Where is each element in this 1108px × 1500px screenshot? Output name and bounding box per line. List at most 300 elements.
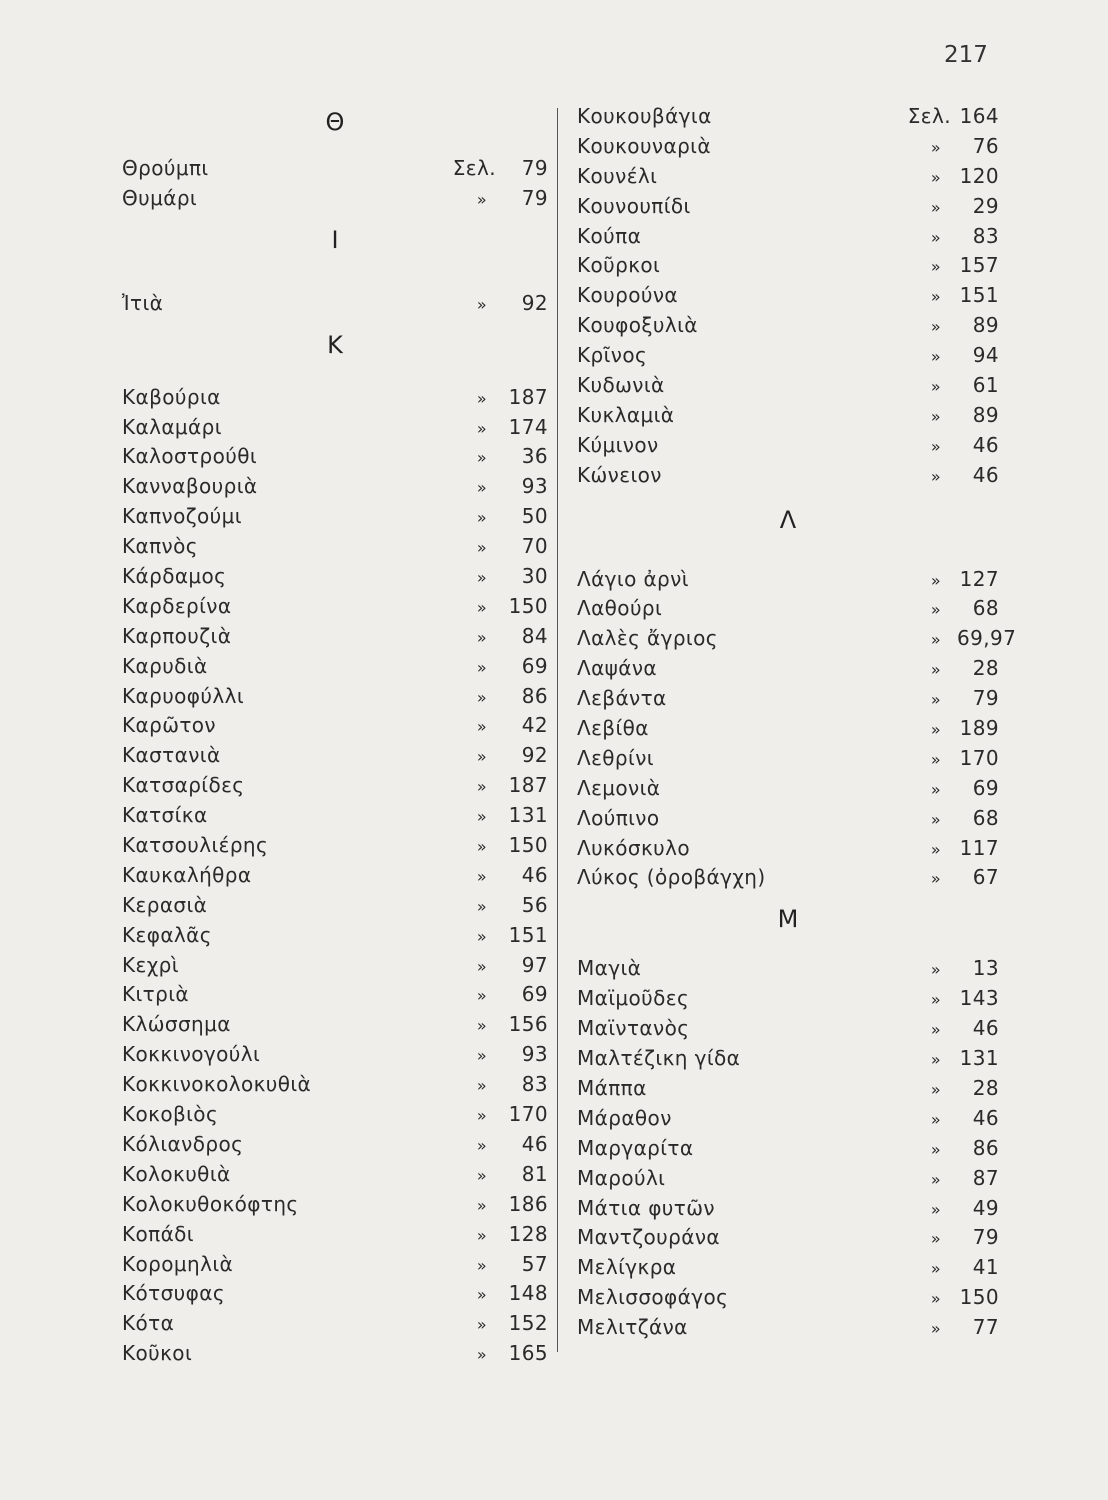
page-number-ref: 170 [508,1102,548,1127]
entry-term: Κότα [122,1311,175,1336]
page-number-ref: 28 [972,1075,999,1100]
ditto-mark: » [930,406,942,426]
ditto-mark: » [476,627,488,647]
page-number-ref: 69 [972,775,999,800]
page-number-ref: 148 [508,1281,548,1306]
index-entry [122,1072,548,1102]
entry-term: Μάτια φυτῶν [577,1195,715,1220]
entry-page-reference [462,291,548,315]
page-number-ref: 174 [508,414,548,439]
page-number-ref: 92 [521,743,548,768]
entry-term: Μαϊντανὸς [577,1016,690,1041]
page-number: 217 [944,42,988,68]
index-entry [122,1222,548,1252]
entry-page-reference [462,1252,548,1276]
ditto-mark: » [930,1259,942,1279]
ditto-mark: » [476,294,488,314]
index-entry [577,656,999,686]
entry-page-reference [453,156,548,180]
page-number-ref: 170 [959,745,999,770]
column-divider [557,108,558,1352]
ditto-mark: Σελ. [907,104,951,128]
ditto-mark: » [930,1109,942,1129]
entry-term: Λύκος (ὀροβάγχη) [577,865,766,890]
index-entry [577,403,999,433]
entry-term: Λεμονιὰ [577,775,661,800]
entry-term: Μάππα [577,1075,647,1100]
page-number-ref: 156 [508,1012,548,1037]
ditto-mark: » [476,807,488,827]
entry-term: Μελίγκρα [577,1255,677,1280]
entry-page-reference [462,564,548,588]
page-number-ref: 151 [959,283,999,308]
index-entry [122,186,548,216]
ditto-mark: » [930,839,942,859]
ditto-mark: » [476,478,488,498]
ditto-mark: » [930,570,942,590]
entry-page-reference [462,713,548,737]
page-number-ref: 46 [521,1131,548,1156]
entry-page-reference [915,1315,999,1339]
entry-page-reference [915,283,999,307]
ditto-mark: » [930,466,942,486]
page-number-ref: 46 [972,1105,999,1130]
index-entry [577,1255,999,1285]
entry-page-reference [915,806,999,830]
index-entry [122,156,548,186]
index-entry [577,463,999,493]
entry-term: Κανναβουριὰ [122,474,258,499]
ditto-mark: » [476,657,488,677]
entry-term: Λαλὲς ἄγριος [577,626,718,651]
page-number-ref: 83 [972,223,999,248]
entry-term: Λεβάντα [577,686,667,711]
entry-page-reference [908,104,999,128]
entry-page-reference [462,624,548,648]
entry-term: Καλαμάρι [122,414,222,439]
entry-page-reference [462,1222,548,1246]
index-entry [122,444,548,474]
ditto-mark: » [930,377,942,397]
entry-page-reference [915,686,999,710]
index-entry [122,1132,548,1162]
entry-term: Μαλτέζικη γίδα [577,1046,741,1071]
entry-page-reference [915,194,999,218]
ditto-mark: » [476,956,488,976]
entry-page-reference [462,803,548,827]
entry-page-reference [915,626,1017,651]
page-number-ref: 69 [521,653,548,678]
index-entry [122,803,548,833]
section-letter-heading: Μ [777,905,799,934]
entry-page-reference [462,444,548,468]
entry-page-reference [915,134,999,158]
entry-page-reference [915,865,999,889]
ditto-mark: » [476,1016,488,1036]
ditto-mark: » [930,690,942,710]
page-number-ref: 79 [521,156,548,180]
page-number-ref: 83 [521,1072,548,1097]
index-entry [577,1315,999,1345]
index-entry [122,1102,548,1132]
ditto-mark: » [930,317,942,337]
page-number-ref: 46 [972,1016,999,1041]
page-number-ref: 49 [972,1195,999,1220]
ditto-mark: » [476,747,488,767]
page-number-ref: 29 [972,193,999,218]
index-entry [577,253,999,283]
ditto-mark: » [476,1195,488,1215]
entry-page-reference [915,1196,999,1220]
index-entry [122,713,548,743]
entry-term: Μάραθον [577,1105,672,1130]
page-number-ref: 61 [972,373,999,398]
page-number-ref: 79 [972,1225,999,1250]
ditto-mark: » [930,1020,942,1040]
ditto-mark: » [476,926,488,946]
ditto-mark: » [476,1106,488,1126]
index-entry [577,865,999,895]
index-entry [122,893,548,923]
entry-page-reference [462,1102,548,1126]
entry-page-reference [915,716,999,740]
page-number-ref: 13 [972,956,999,981]
page-number-ref: 151 [508,922,548,947]
index-entry [122,1281,548,1311]
entry-term: Κεφαλᾶς [122,922,212,947]
entry-page-reference [462,1341,548,1365]
entry-page-reference [915,746,999,770]
entry-term: Κεχρὶ [122,952,179,977]
page-number-ref: 165 [508,1341,548,1366]
index-entry [122,291,548,321]
ditto-mark: » [476,1255,488,1275]
page-number-ref: 189 [959,716,999,741]
entry-page-reference [462,1012,548,1036]
index-entry [577,746,999,776]
page-number-ref: 69 [521,982,548,1007]
page-number-ref: 89 [972,313,999,338]
entry-page-reference [462,654,548,678]
page-number-ref: 93 [521,474,548,499]
ditto-mark: » [930,197,942,217]
index-entry [577,567,999,597]
entry-term: Καρυδιὰ [122,653,208,678]
entry-term: Κολοκυθοκόφτης [122,1191,299,1216]
index-entry [122,534,548,564]
entry-term: Κύμινον [577,432,659,457]
page-number-ref: 128 [508,1221,548,1246]
ditto-mark: » [930,1169,942,1189]
entry-page-reference [462,385,548,409]
entry-page-reference [462,863,548,887]
entry-page-reference [915,656,999,680]
page-number-ref: 79 [972,686,999,711]
page-number-ref: 68 [972,596,999,621]
index-entry [577,164,999,194]
ditto-mark: » [930,960,942,980]
index-entry [122,1341,548,1371]
page-number-ref: 152 [508,1311,548,1336]
page-number-ref: 46 [972,432,999,457]
entry-page-reference [462,833,548,857]
entry-term: Κουκουναριὰ [577,133,711,158]
entry-term: Θυμάρι [122,185,198,210]
entry-term: Κοκκινογούλι [122,1042,261,1067]
page-number-ref: 94 [972,343,999,368]
page-number-ref: 86 [521,683,548,708]
index-entry [577,134,999,164]
page-number-ref: 120 [959,163,999,188]
page-number-ref: 57 [521,1251,548,1276]
entry-page-reference [462,743,548,767]
ditto-mark: » [930,137,942,157]
index-right-column [577,104,1017,1345]
entry-page-reference [915,956,999,980]
entry-term: Καπνὸς [122,534,198,559]
ditto-mark: » [476,717,488,737]
entry-term: Κιτριὰ [122,982,189,1007]
entry-page-reference [915,1255,999,1279]
entry-term: Κουφοξυλιὰ [577,313,698,338]
page-number-ref: 56 [521,892,548,917]
ditto-mark: » [476,568,488,588]
index-entry [577,1106,999,1136]
ditto-mark: » [930,869,942,889]
page-number-ref: 68 [972,805,999,830]
entry-term: Κλώσσημα [122,1012,231,1037]
index-entry [577,104,999,134]
entry-term: Κουκουβάγια [577,104,712,128]
ditto-mark: » [930,1139,942,1159]
ditto-mark: » [930,749,942,769]
entry-term: Κουνέλι [577,163,658,188]
entry-page-reference [462,1042,548,1066]
entry-term: Λούπινο [577,805,660,830]
page-number-ref: 86 [972,1135,999,1160]
page-number-ref: 89 [972,402,999,427]
page-number-ref: 150 [959,1285,999,1310]
entry-term: Κυδωνιὰ [577,373,665,398]
entry-page-reference [915,1136,999,1160]
index-entry [122,923,548,953]
entry-page-reference [462,415,548,439]
entry-term: Κώνειον [577,462,662,487]
entry-term: Λαψάνα [577,656,657,681]
page-number-ref: 42 [521,713,548,738]
index-entry [577,716,999,746]
entry-term: Κούπα [577,223,642,248]
entry-term: Μαϊμοῦδες [577,986,690,1011]
page-number-ref: 41 [972,1255,999,1280]
index-entry [122,415,548,445]
ditto-mark: » [930,1050,942,1070]
ditto-mark: » [930,436,942,456]
entry-term: Καρδερίνα [122,593,232,618]
page-number-ref: 79 [521,185,548,210]
index-entry [577,1166,999,1196]
page-number-ref: 46 [972,462,999,487]
section-letter-heading: Θ [325,108,345,136]
entry-page-reference [462,923,548,947]
ditto-mark: » [930,809,942,829]
page-number-ref: 127 [959,566,999,591]
index-entry [577,956,999,986]
entry-page-reference [462,893,548,917]
index-entry [122,833,548,863]
index-entry [577,1016,999,1046]
page-number-ref: 36 [521,444,548,469]
index-left-column [122,104,548,1371]
page-number-ref: 84 [521,623,548,648]
entry-page-reference [462,1281,548,1305]
ditto-mark: » [476,1345,488,1365]
entry-term: Κοῦκοι [122,1341,193,1366]
index-entry [577,626,1017,656]
entry-term: Μελισσοφάγος [577,1285,729,1310]
entry-term: Λυκόσκυλο [577,835,690,860]
ditto-mark: » [476,1076,488,1096]
entry-term: Ἰτιὰ [122,290,164,315]
page-number-ref: 117 [959,835,999,860]
page-number-ref: 92 [521,290,548,315]
ditto-mark: » [476,388,488,408]
ditto-mark: » [930,1079,942,1099]
entry-page-reference [915,343,999,367]
index-entry [577,1285,999,1315]
entry-term: Κατσουλιέρης [122,833,269,858]
page-number-ref: 93 [521,1042,548,1067]
index-entry [577,1076,999,1106]
ditto-mark: » [930,1199,942,1219]
index-entry [577,224,999,254]
page-number-ref: 87 [972,1165,999,1190]
ditto-mark: » [930,600,942,620]
entry-term: Κατσίκα [122,803,208,828]
ditto-mark: » [930,347,942,367]
index-entry [122,743,548,773]
page-number-ref: 131 [508,803,548,828]
index-entry [122,564,548,594]
index-entry [577,313,999,343]
index-entry [577,433,999,463]
index-entry [122,1012,548,1042]
entry-term: Μαργαρίτα [577,1135,694,1160]
entry-page-reference [915,1285,999,1309]
index-entry [122,953,548,983]
entry-term: Καρπουζιὰ [122,623,232,648]
entry-term: Μαντζουράνα [577,1225,720,1250]
page-number-ref: 77 [972,1315,999,1340]
page-number-ref: 70 [521,534,548,559]
entry-page-reference [462,1311,548,1335]
index-entry [577,1136,999,1166]
index-entry [122,773,548,803]
entry-term: Κουνουπίδι [577,193,691,218]
entry-term: Καλοστρούθι [122,444,257,469]
entry-term: Λεθρίνι [577,745,654,770]
entry-term: Κότσυφας [122,1281,225,1306]
index-entry [122,863,548,893]
entry-page-reference [915,1016,999,1040]
entry-page-reference [915,1076,999,1100]
page-number-ref: 150 [508,833,548,858]
ditto-mark: » [476,1046,488,1066]
ditto-mark: » [930,630,942,650]
entry-term: Κοῦρκοι [577,253,661,278]
entry-term: Κουρούνα [577,283,678,308]
entry-term: Θρούμπι [122,156,209,180]
entry-page-reference [462,773,548,797]
entry-term: Καβούρια [122,384,221,409]
index-entry [577,776,999,806]
page-number-ref: 187 [508,384,548,409]
section-letter-heading: Ι [331,225,339,254]
ditto-mark: » [930,779,942,799]
entry-page-reference [915,403,999,427]
ditto-mark: » [930,1229,942,1249]
entry-page-reference [462,1072,548,1096]
index-entry [122,624,548,654]
entry-page-reference [462,594,548,618]
entry-page-reference [915,1225,999,1249]
entry-page-reference [462,534,548,558]
page-number-ref: 28 [972,656,999,681]
ditto-mark: » [930,990,942,1010]
entry-page-reference [462,953,548,977]
entry-page-reference [915,224,999,248]
entry-page-reference [915,1166,999,1190]
index-entry [577,1046,999,1076]
entry-page-reference [915,776,999,800]
entry-term: Λαθούρι [577,596,663,621]
entry-term: Λάγιο ἀρνὶ [577,566,689,591]
page-number-ref: 81 [521,1161,548,1186]
entry-page-reference [915,164,999,188]
entry-page-reference [915,433,999,457]
entry-term: Κολοκυθιὰ [122,1161,231,1186]
page-number-ref: 67 [972,865,999,890]
entry-term: Κυκλαμιὰ [577,402,675,427]
ditto-mark: » [476,508,488,528]
entry-page-reference [915,1046,999,1070]
entry-page-reference [462,1162,548,1186]
entry-term: Κρῖνος [577,343,648,368]
entry-term: Κοπάδι [122,1221,194,1246]
ditto-mark: » [476,837,488,857]
section-letter-heading: Κ [327,330,343,359]
ditto-mark: » [476,1315,488,1335]
index-entry [122,594,548,624]
ditto-mark: » [476,687,488,707]
entry-page-reference [915,373,999,397]
entry-term: Κοκκινοκολοκυθιὰ [122,1072,312,1097]
page-number-ref: 187 [508,773,548,798]
page-number-ref: 30 [521,564,548,589]
ditto-mark: » [476,597,488,617]
ditto-mark: » [476,986,488,1006]
ditto-mark: » [476,189,488,209]
ditto-mark: » [930,257,942,277]
ditto-mark: » [476,777,488,797]
entry-page-reference [462,1192,548,1216]
entry-page-reference [462,982,548,1006]
index-entry [122,684,548,714]
entry-term: Μαρούλι [577,1165,666,1190]
ditto-mark: Σελ. [452,156,496,180]
ditto-mark: » [930,1289,942,1309]
entry-term: Κοκοβιὸς [122,1102,219,1127]
